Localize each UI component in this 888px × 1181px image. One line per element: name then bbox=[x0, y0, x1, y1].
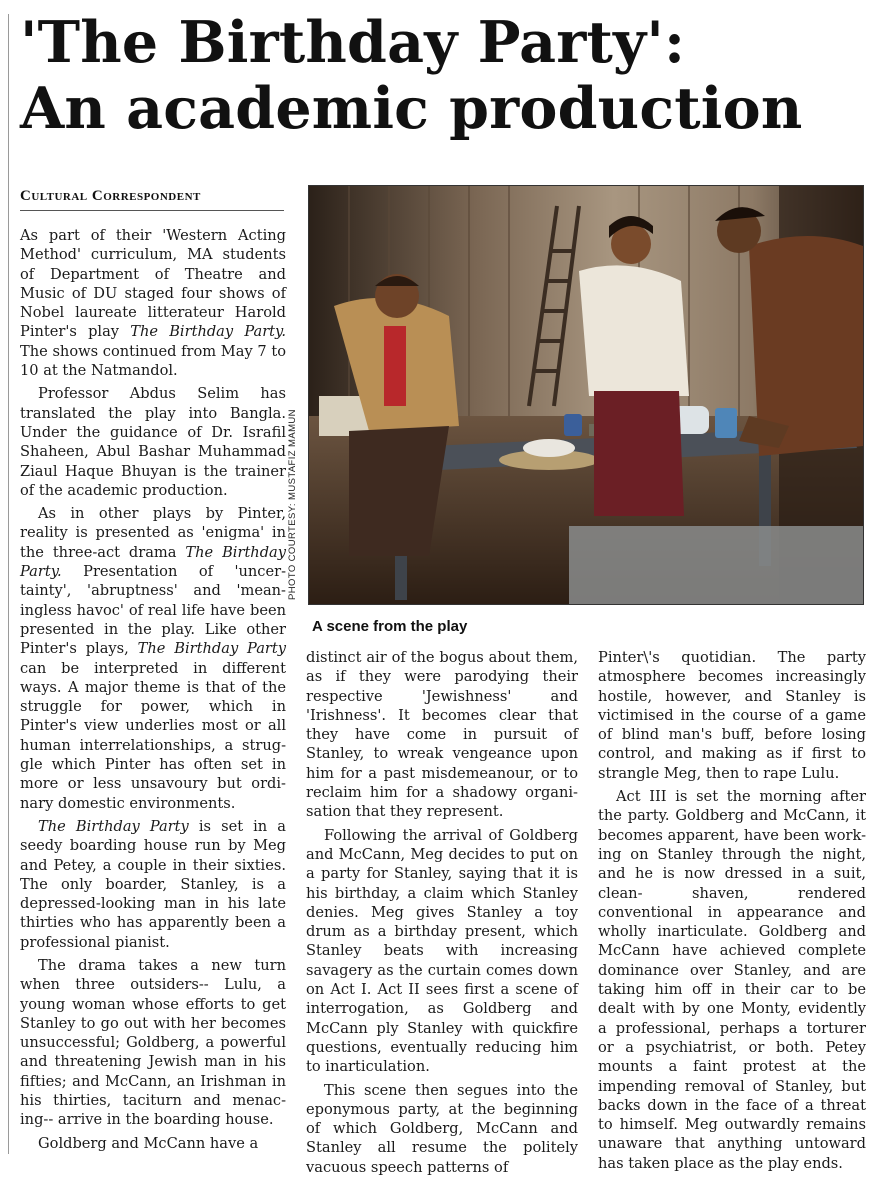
paragraph: distinct air of the bogus about them, as if they were parodying their respective 'Jewishness' and 'Irishness'. It becomes clear that they have come in pursuit of Stanley, to wreak vengeance upon him for a past misdemeanour, or to reclaim him for a shadowy organi- sation that they represent. bbox=[306, 649, 578, 821]
paragraph: This scene then segues into the eponymous party, at the beginning of which Goldberg, McCann and Stanley all resume the politely vacuous speech patterns of bbox=[306, 1081, 578, 1176]
byline: Cultural Correspondent bbox=[20, 188, 201, 204]
photo-caption: A scene from the play bbox=[312, 618, 468, 635]
paragraph: Goldberg and McCann have a bbox=[38, 1134, 259, 1152]
play-title: The Birthday Party. bbox=[20, 543, 286, 581]
paragraph: The Birthday Party is set in a seedy boarding house run by Meg and Petey, a couple in their sixties. The only boarder, Stanley, is a depressed-looking man in his late thirties who has apparently been a professional pianist. bbox=[20, 817, 286, 951]
paragraph: As part of their 'Western Acting Method' curriculum, MA students of Department of Theatre and Music of DU staged four shows of Nobel laureate litterateur Harold Pinter's play The Birthday Party. The shows continued from May 7 to 10 at the Natmandol. bbox=[20, 227, 286, 380]
paragraph: Pinter\'s quotidian. The party atmosphere becomes increasingly hostile, however, and Stanley is victimised in the course of a game of blind man's buff, before losing control, and making as if first to strangle Meg, then to rape Lulu. bbox=[598, 649, 866, 782]
scene-photo bbox=[308, 185, 864, 605]
paragraph: Following the arrival of Goldberg and McCann, Meg decides to put on a party for Stanley, saying that it is his birthday, a claim which Stanley denies. Meg gives Stanley a toy drum as a birthday present, which Stanley beats with increasing savagery as the curtain comes down on Act I. Act II sees first a scene of interrogation, as Goldberg and McCann ply Stanley with quickfire questions, eventually reducing him to inarticulation. bbox=[306, 826, 578, 1076]
photo-credit: PHOTO COURTESY: MUSTAFIZ MAMUN bbox=[287, 409, 298, 600]
paragraph: Act III is set the morning after the party. Goldberg and McCann, it becomes apparent, have been work- ing on Stanley through the night, and he is now dressed in a suit, clean- shaven, rendered conventional in appearance and wholly inarticulate. Goldberg and McCann have achieved complete dominance over Stanley, and are taking him off in their car to be dealt with by one Monty, evidently a professional, perhaps a torturer or a psychiatrist, or both. Petey mounts a faint protest at the impending removal of Stanley, but backs down in the face of a threat to himself. Meg outwardly remains unaware that anything untoward has taken place as the play ends. bbox=[598, 788, 866, 1172]
headline bbox=[20, 10, 880, 142]
headline-line-1: 'The Birthday Party': bbox=[20, 9, 686, 76]
headline-line-2: An academic production bbox=[20, 75, 803, 142]
article-column-3 bbox=[598, 648, 866, 1177]
paragraph: The drama takes a new turn when three outsiders-- Lulu, a young woman whose efforts to get Stanley to go out with her becomes unsuccessful; Goldberg, a powerful and threatening Jewish man in his fifties; and McCann, an Irishman in his thirties, taciturn and menac- ing-- arrive in the boarding house. bbox=[20, 956, 286, 1129]
play-title: The Birthday Party. bbox=[130, 323, 286, 341]
paragraph: Professor Abdus Selim has translated the play into Bangla. Under the guidance of Dr. Israfil Shaheen, Abul Bashar Muhammad Ziaul Haque Bhuyan is the trainer of the academic production. bbox=[20, 385, 286, 499]
paragraph: As in other plays by Pinter, reality is presented as 'enigma' in the three-act drama The Birthday Party. Presentation of 'uncer- tainty', 'abruptness' and 'mean- ingless havoc' of real life have been presented in the play. Like other Pinter's plays, The Birthday Party can be interpreted in different ways. A major theme is that of the struggle for power, which in Pinter's view underlies most or all human interrelationships, a strug- gle which Pinter has often set in more or less unsavoury but ordi- nary domestic environments. bbox=[20, 505, 286, 812]
byline-rule bbox=[20, 210, 284, 211]
play-title: The Birthday Party bbox=[137, 640, 286, 658]
left-column-rule bbox=[8, 14, 9, 1154]
article-column-1 bbox=[20, 226, 286, 1157]
stage-scene-illustration bbox=[309, 186, 863, 604]
play-title: The Birthday Party bbox=[38, 817, 189, 835]
article-column-2 bbox=[306, 648, 578, 1181]
